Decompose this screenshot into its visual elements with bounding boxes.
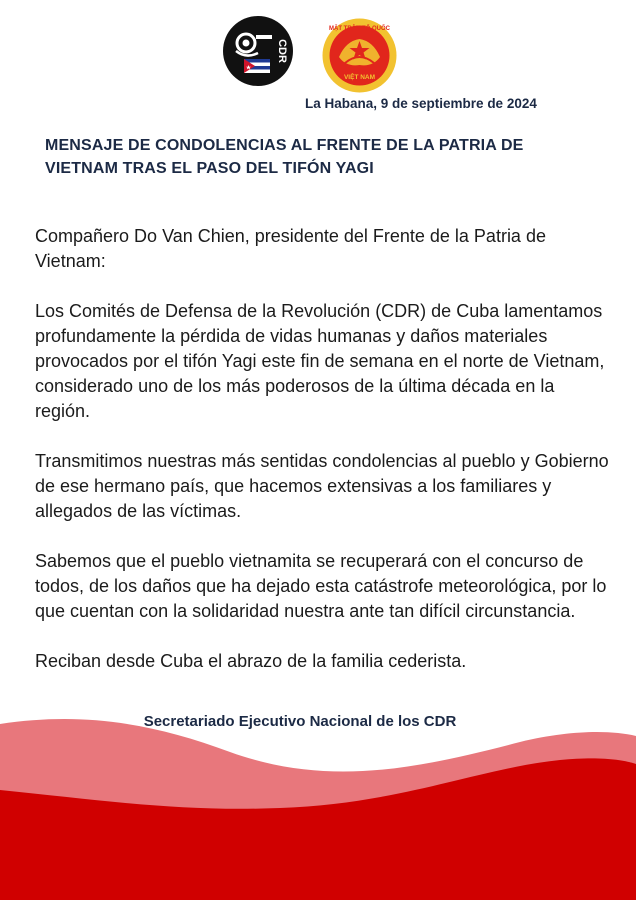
letter-title: [45, 134, 605, 180]
title-line-1: MENSAJE DE CONDOLENCIAS AL FRENTE DE LA PATRIA DE: [45, 137, 524, 154]
vietnam-fatherland-front-logo: [321, 17, 398, 94]
date-line: La Habana, 9 de septiembre de 2024: [305, 96, 537, 111]
letter-body: [35, 224, 610, 699]
salutation: Compañero Do Van Chien, presidente del Frente de la Patria de Vietnam:: [35, 226, 546, 271]
paragraph-3: Sabemos que el pueblo vietnamita se recuperará con el concurso de todos, de los daños que ha dejado esta catástrofe meteorológica, por lo que cuentan con la solidaridad nuestra ante tan difícil circunstancia.: [35, 551, 607, 621]
vn-logo-top-text: MẶT TRẬN TỔ QUỐC: [329, 26, 390, 32]
vn-logo-bottom-text: VIỆT NAM: [343, 74, 376, 81]
paragraph-2: Transmitimos nuestras más sentidas condolencias al pueblo y Gobierno de ese hermano país, que hacemos extensivas a los familiares y allegados de las víctimas.: [35, 451, 609, 521]
paragraph-1: Los Comités de Defensa de la Revolución (CDR) de Cuba lamentamos profundamente la pérdida de vidas humanas y daños materiales provocados por el tifón Yagi este fin de semana en el norte de Vietnam, considerado uno de los más poderosos de la última década en la región.: [35, 301, 605, 421]
title-line-2: VIETNAM TRAS EL PASO DEL TIFÓN YAGI: [45, 160, 374, 177]
decorative-wave: [0, 712, 636, 900]
header-logos: [0, 14, 636, 88]
cdr-logo: [222, 15, 294, 87]
closing: Reciban desde Cuba el abrazo de la familia cederista.: [35, 651, 467, 671]
cdr-logo-text: CDR: [276, 39, 288, 63]
signature: Secretariado Ejecutivo Nacional de los CDR: [143, 713, 457, 730]
